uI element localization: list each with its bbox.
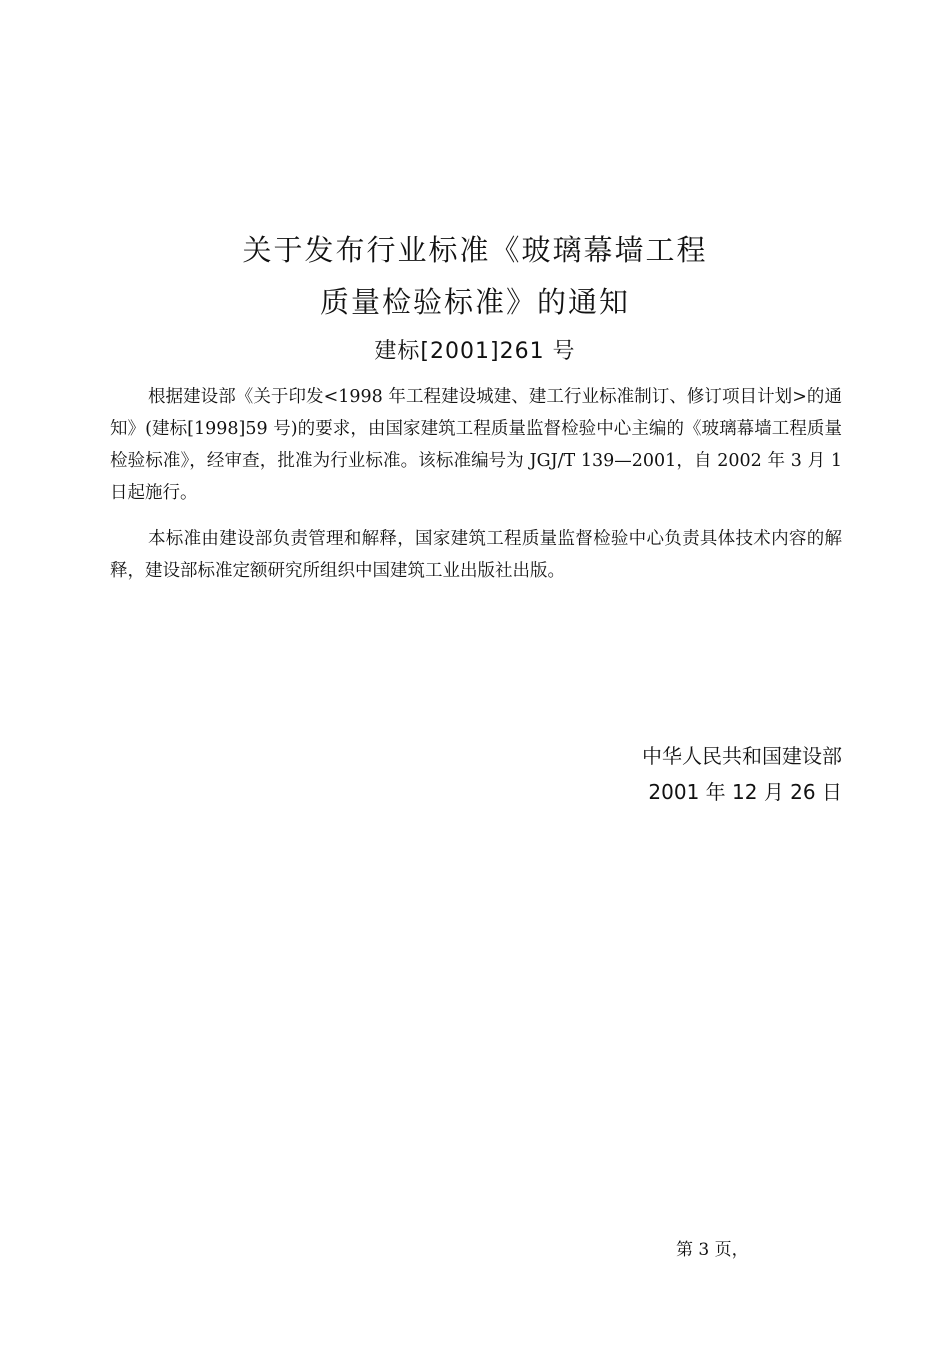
body-paragraph-1: 根据建设部《关于印发<1998 年工程建设城建、建工行业标准制订、修订项目计划>的通知》(建标[1998]59 号)的要求，由国家建筑工程质量监督检验中心主编的《玻璃幕墙工程质量检验标准》，经审查，批准为行业标准。该标准编号为 JGJ/T 139—2001，自 2002 年 3 月 1 日起施行。 (110, 387, 842, 503)
document-number: 建标[2001]261 号 (374, 339, 576, 364)
issuer-signature: 中华人民共和国建设部 (642, 744, 842, 768)
issue-date: 2001 年 12 月 26 日 (648, 780, 842, 804)
body-paragraph-2: 本标准由建设部负责管理和解释，国家建筑工程质量监督检验中心负责具体技术内容的解释，建设部标准定额研究所组织中国建筑工业出版社出版。 (110, 529, 842, 581)
title-line-2: 质量检验标准》的通知 (319, 285, 630, 319)
page-number: 第 3 页， (676, 1240, 749, 1260)
title-line-1: 关于发布行业标准《玻璃幕墙工程 (242, 233, 708, 267)
